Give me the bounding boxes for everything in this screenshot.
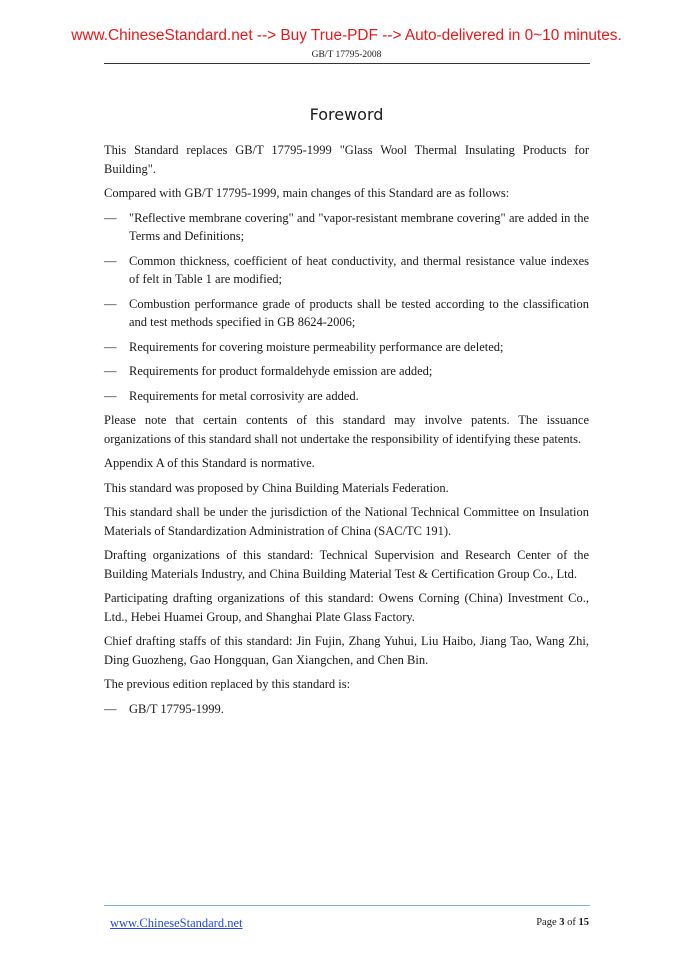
list-item-text: Requirements for covering moisture permeability performance are deleted; [129, 339, 504, 354]
paragraph-participating-orgs: Participating drafting organizations of this standard: Owens Corning (China) Investment Co., Ltd., Hebei Huamei Group, and Shanghai Plate Glass Factory. [104, 591, 589, 624]
list-item [104, 295, 589, 332]
list-item-text: GB/T 17795-1999. [129, 701, 224, 716]
page-total: 15 [578, 917, 589, 928]
list-item [104, 209, 589, 246]
paragraph-replaces: This Standard replaces GB/T 17795-1999 "Glass Wool Thermal Insulating Products for Building". [104, 143, 589, 176]
footer-website-link[interactable]: www.ChineseStandard.net [110, 916, 243, 930]
page-current: 3 [559, 917, 565, 928]
page-of: of [567, 917, 576, 928]
list-item [104, 700, 589, 719]
list-item [104, 362, 589, 381]
paragraph-previous-edition: The previous edition replaced by this standard is: [104, 677, 351, 691]
list-item [104, 338, 589, 357]
paragraph-drafting-staff: Chief drafting staffs of this standard: Jin Fujin, Zhang Yuhui, Liu Haibo, Jiang Tao, Wang Zhi, Ding Guozheng, Gao Hongquan, Gan Xiangchen, and Chen Bin. [104, 634, 589, 667]
dash-bullet: — [104, 364, 117, 378]
dash-bullet: — [104, 210, 117, 225]
header-divider [104, 63, 590, 64]
paragraph-jurisdiction: This standard shall be under the jurisdiction of the National Technical Committee on Insulation Materials of Standardization Administration of China (SAC/TC 191). [104, 505, 589, 538]
list-item-text: "Reflective membrane covering" and "vapor-resistant membrane covering" are added in the Terms and Definitions; [129, 210, 589, 243]
paragraph-appendix: Appendix A of this Standard is normative. [104, 456, 315, 470]
dash-bullet: — [104, 253, 117, 268]
paragraph-drafting-orgs: Drafting organizations of this standard: Technical Supervision and Research Center of the Building Materials Industry, and China Building Material Test & Certification Group Co., Ltd. [104, 548, 589, 581]
page-title: Foreword [309, 105, 384, 124]
list-item-text: Common thickness, coefficient of heat conductivity, and thermal resistance value indexes of felt in Table 1 are modified; [129, 253, 589, 286]
list-item [104, 252, 589, 289]
foreword-body [104, 141, 589, 724]
dash-bullet: — [104, 296, 117, 311]
dash-bullet: — [104, 339, 117, 354]
standard-code-header: GB/T 17795-2008 [311, 50, 382, 60]
page-word: Page [536, 917, 557, 928]
promo-banner[interactable]: www.ChineseStandard.net --> Buy True-PDF --> Auto-delivered in 0~10 minutes. [71, 27, 622, 44]
dash-bullet: — [104, 701, 117, 716]
dash-bullet: — [104, 388, 117, 403]
paragraph-patents: Please note that certain contents of this standard may involve patents. The issuance organizations of this standard shall not undertake the responsibility of identifying these patents. [104, 413, 589, 446]
list-item-text: Requirements for metal corrosivity are added. [129, 388, 359, 403]
list-item-text: Combustion performance grade of products shall be tested according to the classification and test methods specified in GB 8624-2006; [129, 296, 589, 329]
footer-divider [104, 905, 590, 906]
page-number [536, 917, 589, 928]
list-item [104, 387, 589, 406]
paragraph-changes-intro: Compared with GB/T 17795-1999, main changes of this Standard are as follows: [104, 186, 510, 200]
paragraph-proposed-by: This standard was proposed by China Building Materials Federation. [104, 480, 449, 495]
list-item-text: Requirements for product formaldehyde emission are added; [129, 364, 433, 378]
